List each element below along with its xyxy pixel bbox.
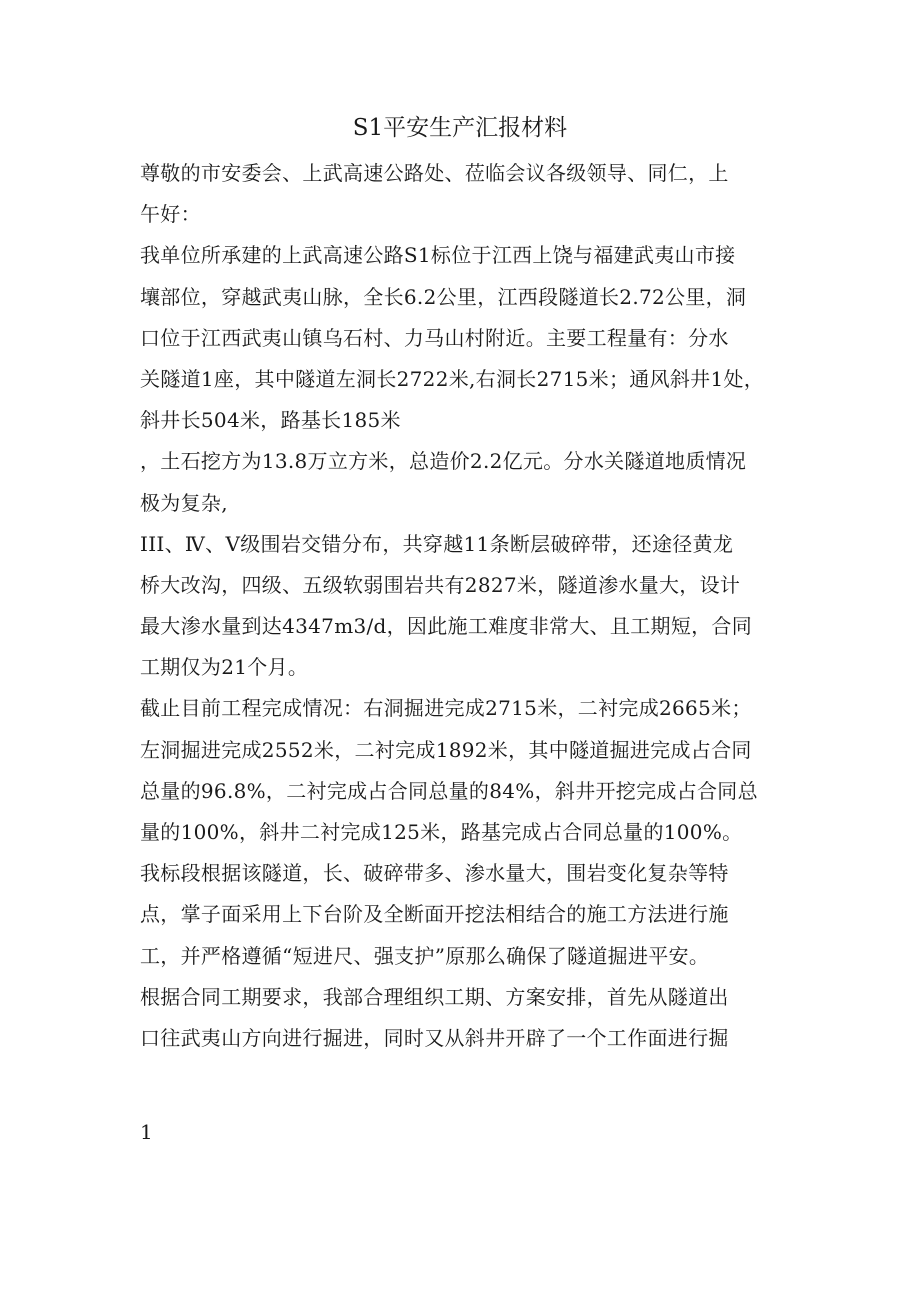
text-line: 尊敬的市安委会、上武高速公路处、莅临会议各级领导、同仁，上 [140, 161, 729, 185]
page-number: 1 [140, 1120, 153, 1144]
text-line: 关隧道1座，其中隧道左洞长2722米,右洞长2715米；通风斜井1处， [140, 366, 765, 391]
text-line: 总量的96.8%，二衬完成占合同总量的84%，斜井开挖完成占合同总 [140, 778, 758, 803]
text-line: 根据合同工期要求，我部合理组织工期、方案安排，首先从隧道出 [140, 984, 729, 1009]
text-line: 我单位所承建的上武高速公路S1标位于江西上饶与福建武夷山市接 [140, 243, 736, 268]
text-line: 工，并严格遵循“短进尺、强支护”原那么确保了隧道掘进平安。 [140, 943, 710, 968]
text-line: III、Ⅳ、Ⅴ级围岩交错分布，共穿越11条断层破碎带，还途径黄龙 [140, 531, 734, 556]
text-line: 工期仅为21个月。 [140, 655, 309, 680]
text-line: 斜井长504米，路基长185米 [140, 408, 401, 433]
text-line: 口位于江西武夷山镇乌石村、力马山村附近。主要工程量有：分水 [140, 325, 729, 350]
text-line: 口往武夷山方向进行掘进，同时又从斜井开辟了一个工作面进行掘 [140, 1025, 729, 1050]
document-title: S1平安生产汇报材料 [352, 115, 568, 141]
text-line: 点，掌子面采用上下台阶及全断面开挖法相结合的施工方法进行施 [140, 902, 729, 927]
text-line: 最大渗水量到达4347m3/d，因此施工难度非常大、且工期短，合同 [140, 614, 753, 639]
text-line: 桥大改沟，四级、五级软弱围岩共有2827米，隧道渗水量大，设计 [140, 572, 741, 597]
text-line: 我标段根据该隧道，长、破碎带多、渗水量大，围岩变化复杂等特 [140, 861, 729, 886]
text-line: 截止目前工程完成情况：右洞掘进完成2715米，二衬完成2665米； [140, 696, 752, 721]
text-line: 壤部位，穿越武夷山脉，全长6.2公里，江西段隧道长2.72公里，洞 [140, 284, 747, 309]
text-line: 午好： [140, 202, 201, 227]
text-line: ，土石挖方为13.8万立方米，总造价2.2亿元。分水关隧道地质情况 [140, 449, 747, 474]
text-line: 左洞掘进完成2552米，二衬完成1892米，其中隧道掘进完成占合同 [140, 737, 752, 762]
document-body [140, 153, 780, 1059]
text-line: 极为复杂, [140, 490, 228, 515]
text-line: 量的100%，斜井二衬完成125米，路基完成占合同总量的100%。 [140, 820, 743, 844]
